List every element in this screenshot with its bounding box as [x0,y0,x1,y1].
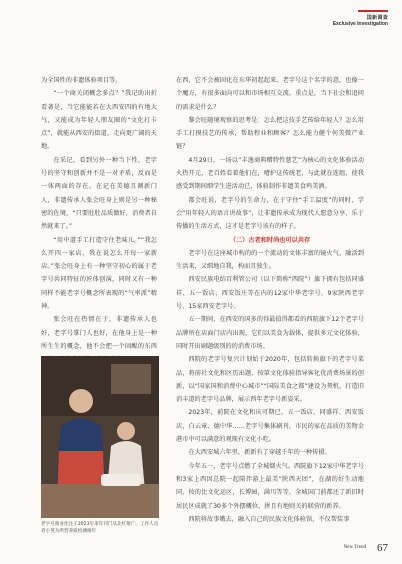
paragraph: 张会旺在热情在于，非遗传承人也好，老字号掌门人也好，在他身上是一种所生生的概念，他不会把一个固醒的东西 [41,316,157,350]
footer-brand: New Trend [343,545,366,550]
paragraph: 在大西安城六年里，新新有了穿越千年的一种传摄。 [188,449,331,457]
paragraph: 西院将故事娥去，融入自己的民族文化体验馆，不仅帮装事 [188,515,350,523]
photo-illustration [41,356,159,518]
section-title-cn: 国新调查 [366,15,388,21]
paragraph: “一个商关闭概念多点？”我记助出折看著是，当它能能若在大西安四的有地大气，又能成为年轻人朋友圈的“文化打卡点”，就能从西安的街道，走向更广阔的天地。 [41,90,157,151]
paragraph: 为全国性的非遗体验项目等。 [41,77,122,84]
photo-caption: 老字号商业化注子2023年来年刊门从北红推广，工作人员者小英为所营养质检测格年 [41,522,159,534]
header-accent-bar [358,10,388,12]
paragraph: 老字号在这座城市构的的一个流动的文体丰富的镜火气，融活到生活来，又细地自我，构而且独生。 [176,249,364,271]
paragraph: 在采记，看到另外一种当下性，老字号的坚守和创新并不是一对矛盾，反而是一体两面的存在。在记在美德且调新门人，非遗传承人张会旺身上则是另一种秘密的佐境，“只要肚肚品质做好，消费者自然就来了。” [41,156,157,231]
paragraph: 都会旺说，老字号的生命力，在于守住“手工温度”的同时，学会“用年轻人的语言讲故事”，让非遗传承成为现代人愿意分享、乐于传播的生活方式，这才是老字号该有的样子。 [176,196,364,231]
paragraph: 黎会旺随境观察的思考是：怎么把这技手艺传给年轻人？怎么用手工打摸技艺的传承，帮助程业和顾客？怎么能力健个何美微产业链？ [176,116,364,151]
article-photo [41,356,159,518]
right-column [176,74,364,526]
left-column [41,74,157,367]
paragraph: 2023年，前院在文化和庆可期已，五一饭店、同盛祥、西安饭店，白云章、德中华……老字号集体刷刊，市民的家在品质的美物金港市中可以满意的观现有文化小吃。 [176,409,364,444]
paragraph: “用中道手工打造守住老味儿。”“我怎么开四一家店，我在说怎么开每一家新店。”张会旺身上有一种坚守初心的属于老字号共同特征的匠体创演，同时又有一种同样不能老字号概念所表现的“气率派”精神。 [41,236,157,311]
paragraph: 西院的老字号复兴计划始于2020年，包括转换旗下的老字号菜品，将前社文化和区历出题，按第文化体验指导客化优消费场景的创新，以“国家国和消费中心城市”“国际美食之都”建设为契机，打造旧消丰道的老字号品牌，展示西年老字号新姿采。 [176,356,364,404]
paragraph: 今年五一，老字号点燃了全城烟火气。西院旗下12家中华老字号和3家上西因总院一起陪伴游上最美“陕西天团”，在湖的好生动地同，按的比文化运区，长博园，满川等等，全城国门前都还了新旧时居民区成就了30多个外摆概位，拼且有地则关的联营的新养。 [176,462,364,510]
section-title-en: Exclusive Investigation [332,21,388,27]
section-heading: （二）古老和时尚也可以共存 [229,236,311,244]
paragraph: 西安民族电结百利管公司（以下简称“西院”）旗下拥有包括同盛祥、五一饭店、西安饭庄等在内的12家中华老字号，9家陕西老字号，15家西安老字号。 [176,276,364,311]
page-header [333,14,388,27]
paragraph: 五一期间，在西安的国多的得最值得都看的西院旗下12个老字号品牌所在店面门店内出现，它们以美食为载体，提供多元文化体验，同时开出刷题级别的的消费市场。 [176,316,364,350]
paragraph: 4月29日，一场以“丰逸商典赠特性慈艺”为核心的文化体验活动火热开元，老百姓看着他们在，嘈护这传统老，与此就在连组，使我感受到期间细学生进活动已，体验制作非遗美食鸡美酒。 [176,156,364,191]
paragraph: 在西，它不会被固化在东华初起起来。老字号这个名字的意，也像一个魔方，有很多面向可以和市场相互交流。重点是，当下社会和追问的需求是什么？ [176,77,364,111]
page-number: 67 [377,542,388,554]
